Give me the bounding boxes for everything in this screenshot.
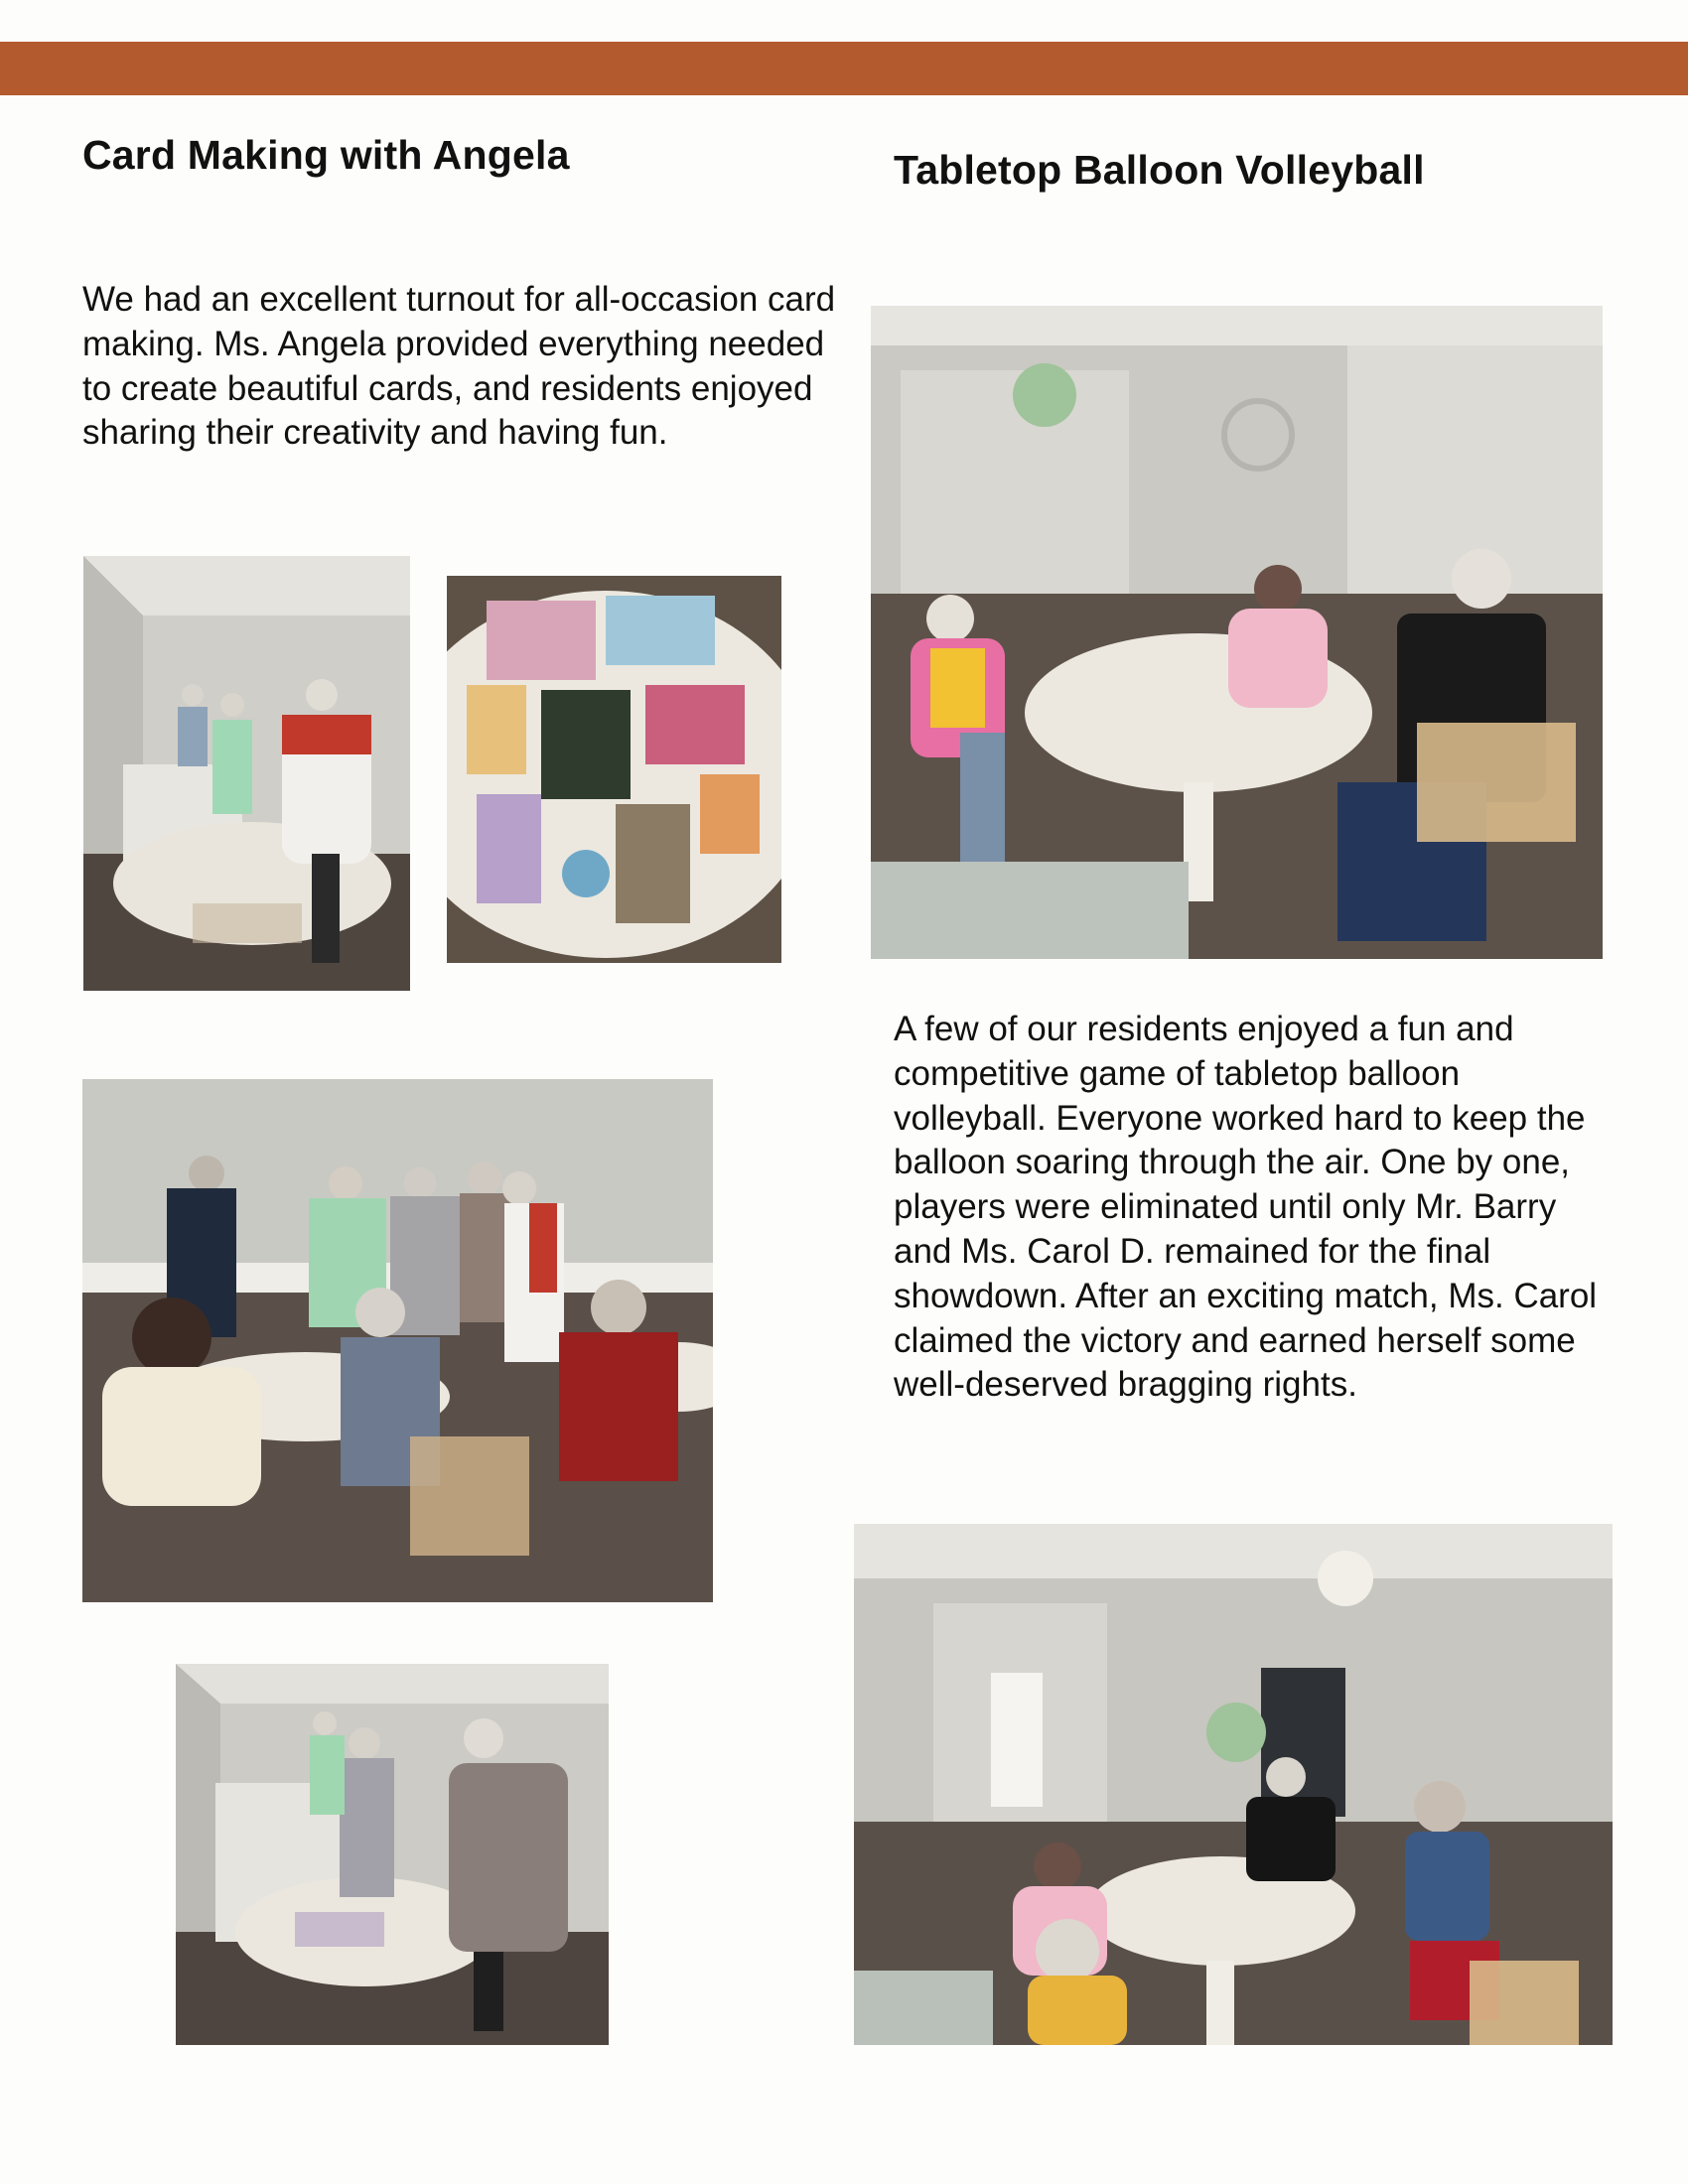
photo-balloon-volleyball-2	[854, 1524, 1613, 2045]
photo-card-making-room	[83, 556, 410, 991]
photo-card-making-long-table	[176, 1664, 609, 2045]
balloon-volleyball-title: Tabletop Balloon Volleyball	[894, 147, 1425, 193]
header-accent-bar	[0, 42, 1688, 95]
photo-balloon-volleyball-1	[871, 306, 1603, 959]
photo-residents-at-tables	[82, 1079, 713, 1602]
card-making-title: Card Making with Angela	[82, 132, 570, 178]
card-making-description: We had an excellent turnout for all-occasion card making. Ms. Angela provided everything needed to create beautiful cards, and residents enjoyed sharing their creativity and having fun.	[82, 280, 836, 453]
photo-craft-supplies	[447, 576, 781, 963]
balloon-volleyball-description: A few of our residents enjoyed a fun and competitive game of tabletop balloon volleyball. Everyone worked hard to keep the balloon soaring through the air. One by one, players were eliminated until only Mr. Barry and Ms. Carol D. remained for the final showdown. After an exciting match, Ms. Carol claimed the victory and earned herself some well-deserved bragging rights.	[894, 1010, 1598, 1405]
